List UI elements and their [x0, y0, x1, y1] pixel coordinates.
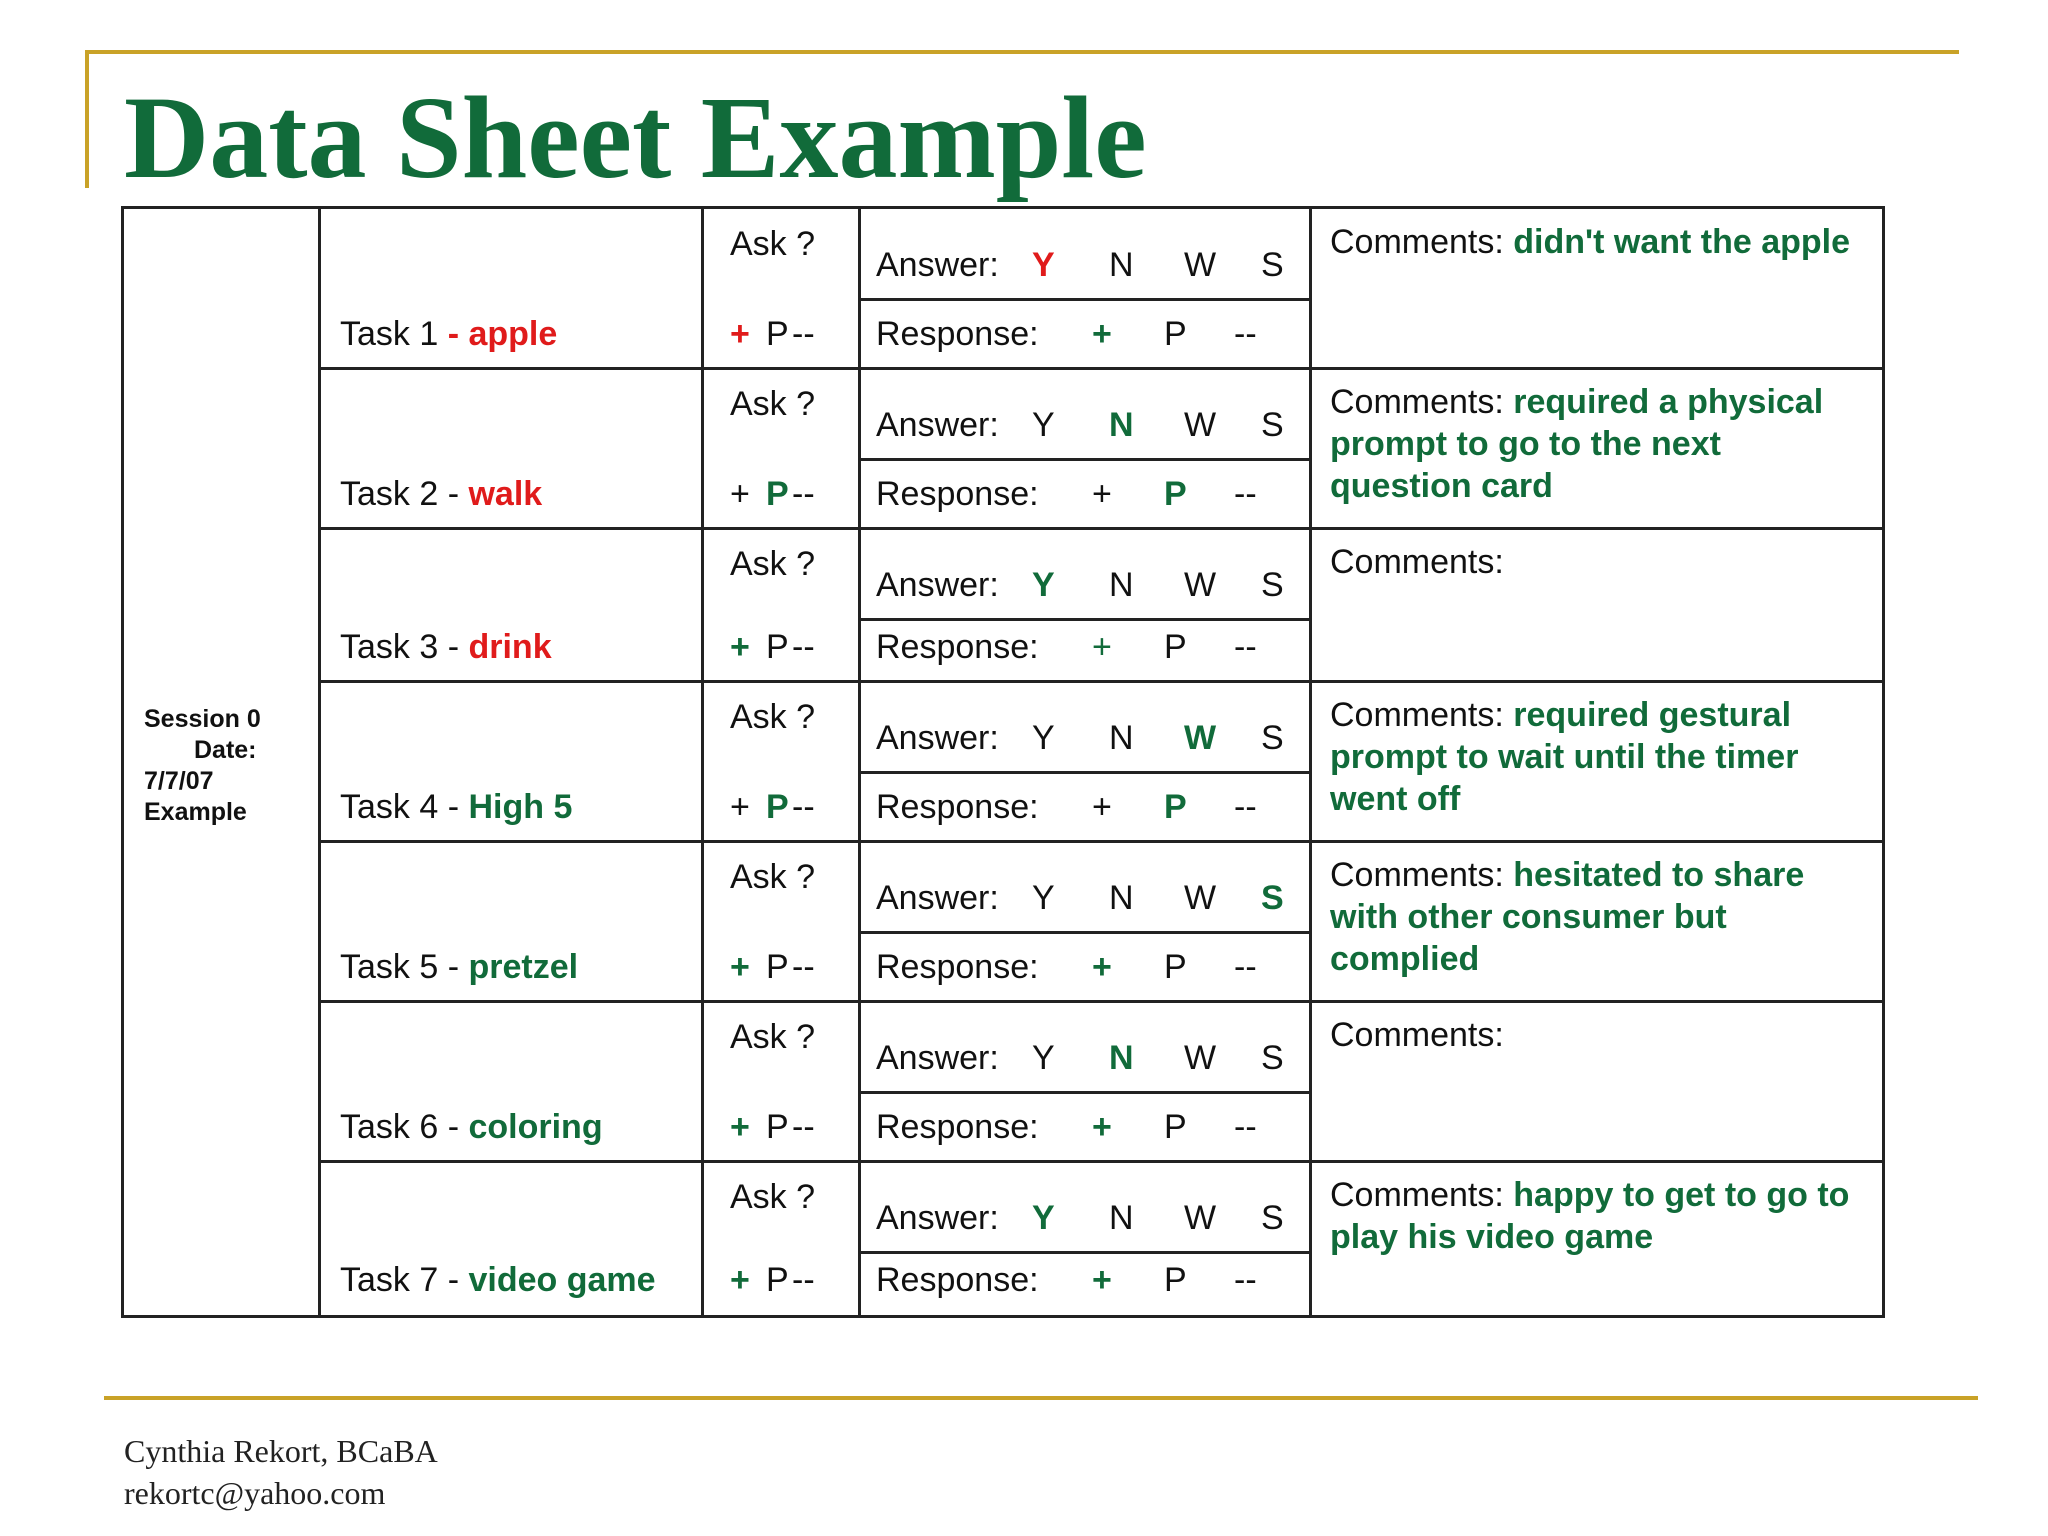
answer-option-w: W: [1184, 566, 1217, 604]
answer-option-n: N: [1109, 1199, 1134, 1237]
comments-label: Comments:: [1330, 1016, 1504, 1054]
task-label: [340, 1107, 603, 1147]
answer-response-divider: [858, 771, 1309, 774]
answer-option-n: N: [1109, 719, 1134, 757]
answer-label: Answer:: [876, 566, 999, 604]
answer-option-s: S: [1261, 719, 1284, 757]
answer-label: Answer:: [876, 719, 999, 757]
row-divider: [318, 840, 1885, 843]
bottom-accent-rule: [104, 1396, 1978, 1400]
response-option-plus: +: [1092, 1108, 1112, 1146]
answer-label: Answer:: [876, 1199, 999, 1237]
column-divider: [318, 209, 321, 1315]
row-divider: [318, 680, 1885, 683]
response-option-p: P: [1164, 1261, 1187, 1299]
top-accent-rule: [85, 50, 1959, 54]
comments-label: Comments:: [1330, 543, 1504, 581]
prompt-option-plus: +: [730, 788, 750, 826]
answer-option-s: S: [1261, 566, 1284, 604]
answer-option-s: S: [1261, 1039, 1284, 1077]
answer-option-s: S: [1261, 406, 1284, 444]
task-number: Task 3: [340, 628, 439, 666]
response-label: Response:: [876, 475, 1039, 513]
answer-response-divider: [858, 1251, 1309, 1254]
answer-option-s: S: [1261, 879, 1284, 917]
ask-label: Ask ?: [730, 385, 816, 423]
task-label: [340, 1260, 656, 1300]
task-number: Task 2: [340, 475, 439, 513]
response-option-p: P: [1164, 628, 1187, 666]
response-label: Response:: [876, 628, 1039, 666]
task-number: Task 6: [340, 1108, 439, 1146]
session-type: Example: [144, 798, 247, 826]
task-number: Task 5: [340, 948, 439, 986]
answer-option-n: N: [1109, 566, 1134, 604]
prompt-option-p: P: [766, 315, 789, 353]
answer-option-y: Y: [1032, 879, 1055, 917]
comment-text: required gestural prompt to wait until the timer went off: [1330, 696, 1799, 818]
comment-cell: [1330, 1014, 1870, 1056]
task-name: apple: [468, 315, 558, 353]
date-label: Date:: [194, 736, 257, 764]
data-sheet-table: [121, 206, 1885, 1318]
prompt-option-p: P: [766, 475, 789, 513]
comment-cell: [1330, 541, 1870, 583]
comment-text: required a physical prompt to go to the next question card: [1330, 383, 1824, 505]
task-name: pretzel: [468, 948, 579, 986]
footer-author: Cynthia Rekort, BCaBA: [124, 1433, 438, 1469]
row-divider: [318, 1160, 1885, 1163]
task-number: Task 1: [340, 315, 439, 353]
response-option-plus: +: [1092, 948, 1112, 986]
response-option-minus: --: [1234, 1108, 1257, 1146]
answer-option-w: W: [1184, 406, 1217, 444]
response-option-p: P: [1164, 788, 1187, 826]
prompt-option-p: P: [766, 1108, 789, 1146]
response-option-plus: +: [1092, 475, 1112, 513]
response-option-plus: +: [1092, 315, 1112, 353]
answer-option-y: Y: [1032, 566, 1055, 604]
row-divider: [318, 1000, 1885, 1003]
footer-email: rekortc@yahoo.com: [124, 1475, 386, 1511]
answer-option-n: N: [1109, 246, 1134, 284]
task-separator: -: [438, 475, 469, 513]
prompt-option-plus: +: [730, 1261, 750, 1299]
comment-cell: [1330, 694, 1870, 820]
page-title: Data Sheet Example: [124, 72, 1147, 203]
comments-label: Comments:: [1330, 696, 1514, 734]
ask-label: Ask ?: [730, 225, 816, 263]
task-name: High 5: [468, 788, 573, 826]
prompt-option-plus: +: [730, 1108, 750, 1146]
date-value: 7/7/07: [144, 767, 214, 795]
task-separator: -: [438, 1261, 469, 1299]
task-name: drink: [468, 628, 552, 666]
answer-label: Answer:: [876, 246, 999, 284]
prompt-option-p: P: [766, 788, 789, 826]
answer-option-w: W: [1184, 1199, 1217, 1237]
task-name: walk: [468, 475, 543, 513]
response-option-plus: +: [1092, 1261, 1112, 1299]
prompt-option-plus: +: [730, 315, 750, 353]
task-label: [340, 787, 572, 827]
answer-option-w: W: [1184, 246, 1217, 284]
prompt-option-p: P: [766, 948, 789, 986]
task-label: [340, 314, 557, 354]
comments-label: Comments:: [1330, 383, 1514, 421]
response-option-minus: --: [1234, 948, 1257, 986]
column-divider: [1309, 209, 1312, 1315]
answer-response-divider: [858, 931, 1309, 934]
answer-option-s: S: [1261, 1199, 1284, 1237]
ask-label: Ask ?: [730, 1018, 816, 1056]
prompt-option-plus: +: [730, 628, 750, 666]
response-label: Response:: [876, 788, 1039, 826]
comment-cell: [1330, 221, 1870, 263]
left-accent-rule: [85, 50, 89, 188]
response-label: Response:: [876, 948, 1039, 986]
task-label: [340, 627, 552, 667]
answer-option-y: Y: [1032, 406, 1055, 444]
prompt-option-plus: +: [730, 475, 750, 513]
response-option-minus: --: [1234, 788, 1257, 826]
column-divider: [701, 209, 704, 1315]
ask-label: Ask ?: [730, 545, 816, 583]
answer-label: Answer:: [876, 1039, 999, 1077]
ask-label: Ask ?: [730, 858, 816, 896]
response-option-minus: --: [1234, 315, 1257, 353]
answer-option-w: W: [1184, 1039, 1217, 1077]
task-label: [340, 474, 542, 514]
answer-option-n: N: [1109, 406, 1134, 444]
prompt-option-minus: --: [792, 948, 815, 986]
task-label: [340, 947, 578, 987]
answer-option-n: N: [1109, 1039, 1134, 1077]
session-info: [144, 704, 314, 828]
answer-option-y: Y: [1032, 719, 1055, 757]
comments-label: Comments:: [1330, 223, 1514, 261]
response-option-minus: --: [1234, 475, 1257, 513]
task-separator: -: [438, 788, 469, 826]
ask-label: Ask ?: [730, 1178, 816, 1216]
response-option-minus: --: [1234, 1261, 1257, 1299]
prompt-option-minus: --: [792, 475, 815, 513]
comment-text: didn't want the apple: [1513, 223, 1851, 261]
answer-option-y: Y: [1032, 1039, 1055, 1077]
task-separator: -: [438, 628, 469, 666]
task-number: Task 7: [340, 1261, 439, 1299]
session-label: Session 0: [144, 705, 261, 733]
answer-response-divider: [858, 458, 1309, 461]
comment-cell: [1330, 854, 1870, 980]
comment-text: happy to get to go to play his video game: [1330, 1176, 1850, 1256]
task-separator: -: [438, 948, 469, 986]
prompt-option-p: P: [766, 1261, 789, 1299]
response-option-p: P: [1164, 315, 1187, 353]
task-number: Task 4: [340, 788, 439, 826]
answer-response-divider: [858, 1091, 1309, 1094]
answer-option-s: S: [1261, 246, 1284, 284]
comment-cell: [1330, 381, 1870, 507]
response-label: Response:: [876, 1108, 1039, 1146]
response-option-p: P: [1164, 475, 1187, 513]
response-option-plus: +: [1092, 788, 1112, 826]
response-option-plus: +: [1092, 628, 1112, 666]
comment-cell: [1330, 1174, 1870, 1258]
footer: [124, 1430, 438, 1514]
prompt-option-minus: --: [792, 788, 815, 826]
task-separator: -: [438, 315, 469, 353]
response-option-minus: --: [1234, 628, 1257, 666]
comment-text: hesitated to share with other consumer but complied: [1330, 856, 1805, 978]
task-name: coloring: [468, 1108, 603, 1146]
row-divider: [318, 527, 1885, 530]
prompt-option-minus: --: [792, 1261, 815, 1299]
answer-option-w: W: [1184, 879, 1217, 917]
task-name: video game: [468, 1261, 656, 1299]
response-option-p: P: [1164, 1108, 1187, 1146]
answer-label: Answer:: [876, 406, 999, 444]
answer-option-n: N: [1109, 879, 1134, 917]
answer-option-w: W: [1184, 719, 1217, 757]
response-label: Response:: [876, 315, 1039, 353]
task-separator: -: [438, 1108, 469, 1146]
column-divider: [858, 209, 861, 1315]
response-label: Response:: [876, 1261, 1039, 1299]
answer-option-y: Y: [1032, 1199, 1055, 1237]
prompt-option-minus: --: [792, 315, 815, 353]
prompt-option-p: P: [766, 628, 789, 666]
answer-option-y: Y: [1032, 246, 1055, 284]
response-option-p: P: [1164, 948, 1187, 986]
answer-response-divider: [858, 298, 1309, 301]
prompt-option-plus: +: [730, 948, 750, 986]
comments-label: Comments:: [1330, 856, 1514, 894]
row-divider: [318, 367, 1885, 370]
prompt-option-minus: --: [792, 1108, 815, 1146]
prompt-option-minus: --: [792, 628, 815, 666]
ask-label: Ask ?: [730, 698, 816, 736]
answer-response-divider: [858, 618, 1309, 621]
comments-label: Comments:: [1330, 1176, 1514, 1214]
answer-label: Answer:: [876, 879, 999, 917]
